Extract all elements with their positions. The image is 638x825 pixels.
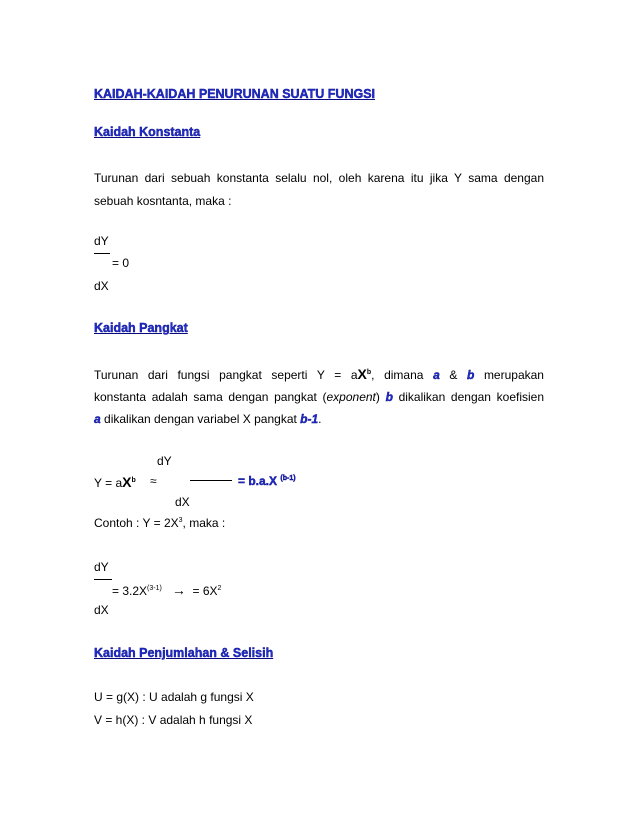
heading-penjumlahan: Kaidah Penjumlahan & Selisih (94, 646, 274, 660)
pangkat-l2-rest: dikalikan dengan koefisien (398, 390, 545, 404)
example-dx: dX (94, 603, 109, 617)
pangkat-l3-period: . (318, 412, 322, 426)
formula-fraction-bar (190, 480, 232, 481)
example-result: = 6X (192, 584, 218, 598)
konstanta-paragraph-line1: Turunan dari sebuah konstanta selalu nol, oleh karena itu jika Y sama dengan (94, 171, 544, 185)
formula-lhs (94, 474, 136, 490)
example-eq-text: = 3.2X (112, 584, 148, 598)
pangkat-l2-paren: ) (375, 390, 380, 404)
formula-rhs-sup: (b-1) (280, 475, 296, 482)
page-title: KAIDAH-KAIDAH PENURUNAN SUATU FUNGSI (94, 87, 376, 101)
heading-konstanta: Kaidah Konstanta (94, 125, 201, 139)
contoh-sup: 3 (178, 517, 183, 524)
example-dy: dY (94, 560, 109, 574)
pangkat-l2-exponent: exponent (326, 390, 376, 404)
pangkat-l2-text: konstanta adalah sama dengan pangkat ( (94, 390, 327, 404)
pangkat-l3-b-minus-1: b-1 (300, 412, 319, 426)
pangkat-l1-merupakan: merupakan (483, 368, 544, 382)
formula-approx: ≈ (150, 474, 157, 488)
formula-rhs-text: = b.a.X (238, 474, 278, 488)
pangkat-l1-var-b: b (466, 368, 475, 382)
pangkat-l1-dimana: , dimana (371, 368, 424, 382)
arrow-right-icon: → (171, 582, 186, 598)
formula-y-equals-a: Y = a (94, 476, 123, 490)
contoh-line (94, 516, 225, 530)
heading-pangkat: Kaidah Pangkat (94, 321, 188, 335)
formula-dx: dX (175, 495, 190, 509)
konstanta-dx: dX (94, 279, 109, 293)
pangkat-l1-text: Turunan dari fungsi pangkat seperti Y = a (94, 368, 358, 382)
example-eq-sup: (3-1) (147, 585, 162, 592)
formula-dy: dY (157, 454, 172, 468)
pangkat-l3-text: dikalikan dengan variabel X pangkat (100, 412, 301, 426)
konstanta-equals-zero: = 0 (112, 256, 130, 270)
formula-x: X (122, 474, 132, 490)
fraction-bar (94, 253, 110, 254)
pangkat-l1-amp: & (449, 368, 458, 382)
example-result-sup: 2 (217, 585, 222, 592)
pangkat-l3-var-a: a (94, 412, 101, 426)
example-fraction-bar (94, 579, 112, 580)
contoh-text: Contoh : Y = 2X (94, 516, 179, 530)
line-v: V = h(X) : V adalah h fungsi X (94, 713, 253, 727)
line-u: U = g(X) : U adalah g fungsi X (94, 690, 254, 704)
formula-rhs (238, 474, 296, 488)
pangkat-l1-var-a: a (433, 368, 440, 382)
pangkat-paragraph-line1 (94, 366, 544, 382)
pangkat-l2-var-b: b (385, 390, 393, 404)
pangkat-l1-sup: b (366, 369, 372, 376)
example-equation (112, 582, 221, 598)
pangkat-paragraph-line2 (94, 390, 544, 404)
pangkat-paragraph-line3 (94, 412, 322, 426)
pangkat-l1-x: X (357, 366, 367, 382)
konstanta-paragraph-line2: sebuah kosntanta, maka : (94, 194, 232, 208)
contoh-maka: , maka : (182, 516, 226, 530)
konstanta-dy: dY (94, 234, 109, 248)
formula-sup-b: b (131, 477, 136, 484)
